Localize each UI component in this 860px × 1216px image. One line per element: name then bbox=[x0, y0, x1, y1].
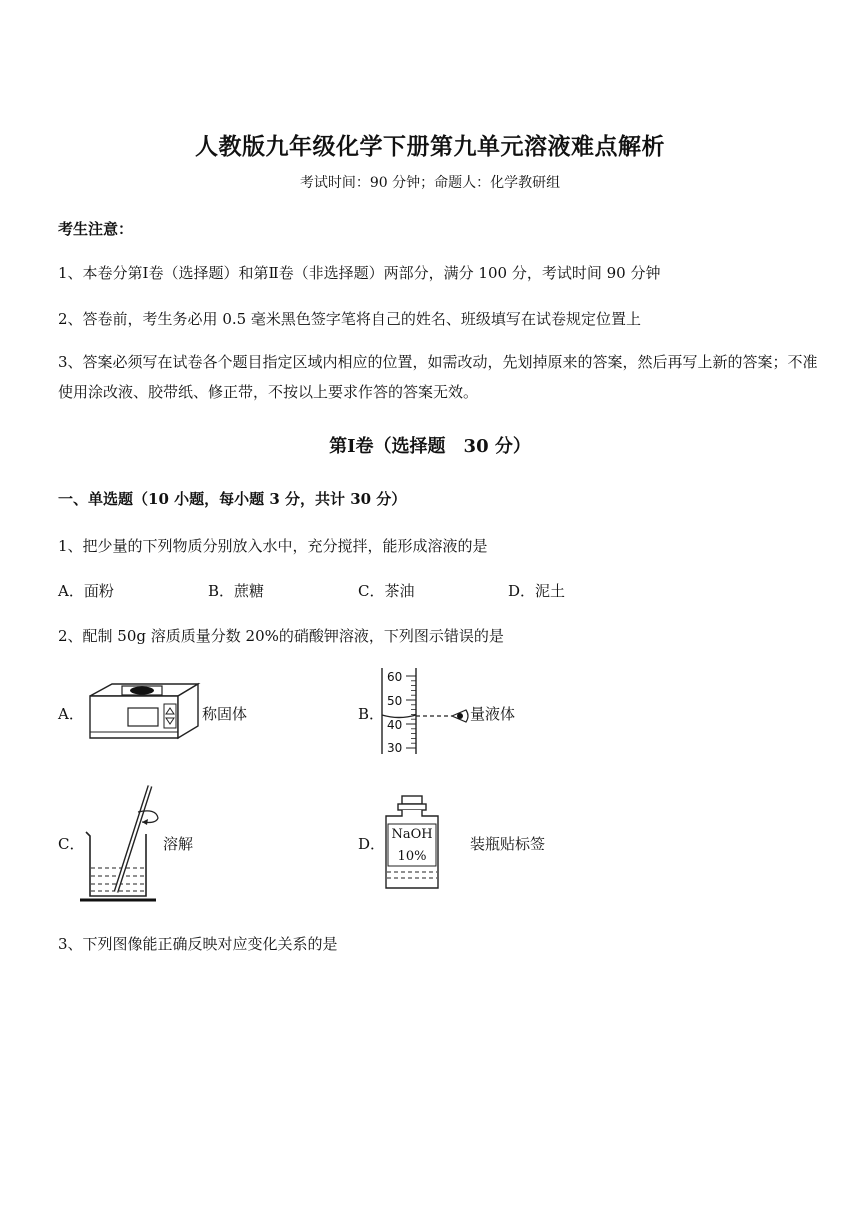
question-3-stem: 3、下列图像能正确反映对应变化关系的是 bbox=[58, 935, 338, 953]
question-2-option-b-letter: B． bbox=[358, 705, 385, 723]
question-1-stem: 1、把少量的下列物质分别放入水中，充分搅拌，能形成溶液的是 bbox=[58, 537, 488, 555]
question-1-option-c: C．茶油 bbox=[358, 582, 415, 600]
question-2-option-d-letter: D． bbox=[358, 835, 386, 853]
note-item-2: 2、答卷前，考生务必用 0.5 毫米黑色签字笔将自己的姓名、班级填写在试卷规定位置上 bbox=[58, 310, 641, 328]
question-group-title: 一、单选题（10 小题，每小题 3 分，共计 30 分） bbox=[58, 490, 407, 508]
note-item-1: 1、本卷分第Ⅰ卷（选择题）和第Ⅱ卷（非选择题）两部分，满分 100 分，考试时间 90 分钟 bbox=[58, 264, 661, 282]
question-2-option-b-caption: 量液体 bbox=[470, 705, 516, 723]
question-1-option-a: A．面粉 bbox=[58, 582, 114, 600]
question-2-option-c-caption: 溶解 bbox=[163, 835, 194, 853]
note-item-3: 3、答案必须写在试卷各个题目指定区域内相应的位置，如需改动，先划掉原来的答案，然后再写上新的答案；不准使用涂改液、胶带纸、修正带，不按以上要求作答的答案无效。 bbox=[58, 353, 818, 401]
question-2-option-a-letter: A． bbox=[58, 705, 84, 723]
question-2-option-c-letter: C． bbox=[58, 835, 85, 853]
cylinder-scale-30: 30 bbox=[387, 741, 403, 755]
bottle-label-concentration: 10% bbox=[397, 849, 427, 864]
bottle-label-chemical: NaOH bbox=[391, 827, 433, 842]
question-2-stem: 2、配制 50g 溶质质量分数 20%的硝酸钾溶液，下列图示错误的是 bbox=[58, 627, 504, 645]
question-1-option-b: B．蔗糖 bbox=[208, 582, 265, 600]
page-title: 人教版九年级化学下册第九单元溶液难点解析 bbox=[195, 133, 665, 160]
question-1-option-d: D．泥土 bbox=[508, 582, 566, 600]
beaker-stirring-icon bbox=[80, 782, 164, 904]
page-subtitle: 考试时间：90 分钟；命题人：化学教研组 bbox=[299, 175, 561, 191]
cylinder-scale-50: 50 bbox=[387, 694, 403, 708]
cylinder-scale-40: 40 bbox=[387, 718, 403, 732]
graduated-cylinder-icon bbox=[380, 666, 472, 756]
question-2-option-d-caption: 装瓶贴标签 bbox=[470, 835, 546, 853]
notes-heading: 考生注意： bbox=[58, 220, 134, 238]
reagent-bottle-icon bbox=[382, 794, 444, 890]
cylinder-scale-60: 60 bbox=[387, 670, 403, 684]
section-title: 第Ⅰ卷（选择题 30 分） bbox=[329, 436, 531, 457]
question-2-option-a-caption: 称固体 bbox=[202, 705, 248, 723]
balance-icon bbox=[88, 682, 200, 746]
